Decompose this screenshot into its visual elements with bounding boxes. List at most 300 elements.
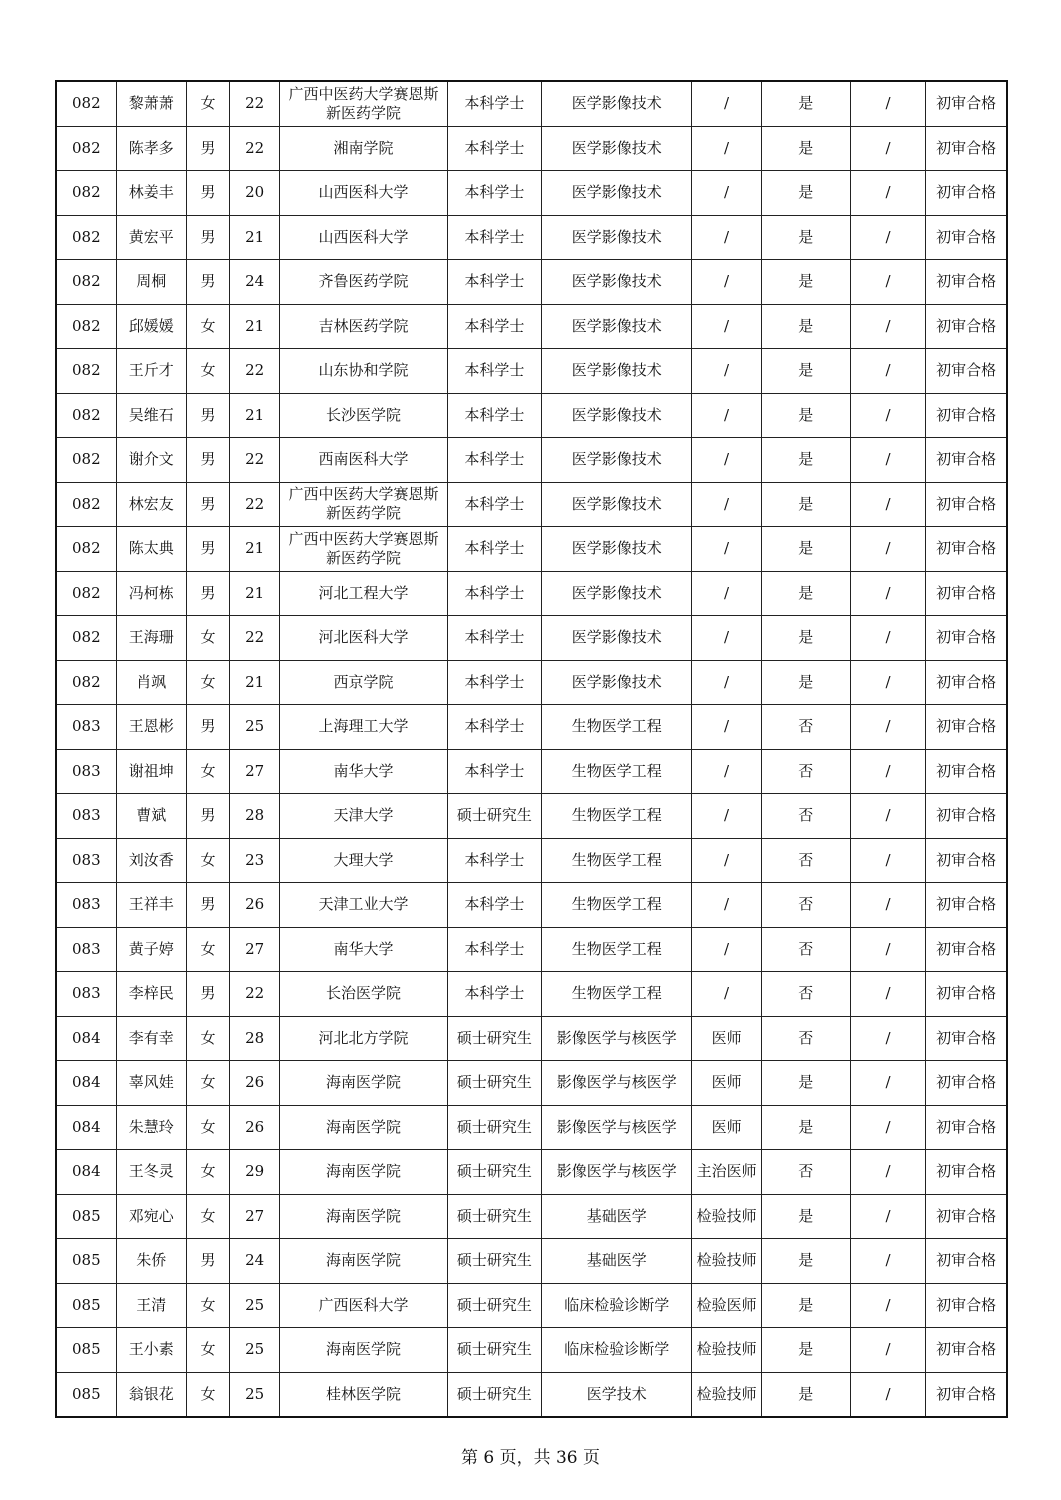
table-row xyxy=(56,749,1007,794)
major-cell: 医学影像技术 xyxy=(542,438,692,483)
name-cell: 王斤才 xyxy=(116,349,186,394)
gender-cell: 男 xyxy=(186,260,229,305)
position-code-cell: 083 xyxy=(56,794,116,839)
school-cell: 山东协和学院 xyxy=(280,349,448,394)
table-row xyxy=(56,126,1007,171)
school-cell: 长治医学院 xyxy=(280,972,448,1017)
gender-cell: 女 xyxy=(186,838,229,883)
major-cell: 生物医学工程 xyxy=(542,927,692,972)
gender-cell: 男 xyxy=(186,705,229,750)
age-cell: 24 xyxy=(230,1239,280,1284)
name-cell: 朱慧玲 xyxy=(116,1105,186,1150)
note-cell: / xyxy=(850,1061,925,1106)
school-cell: 山西医科大学 xyxy=(280,215,448,260)
school-cell: 河北医科大学 xyxy=(280,616,448,661)
status-cell: 否 xyxy=(761,749,850,794)
applicant-table xyxy=(55,80,1008,1418)
position-code-cell: 085 xyxy=(56,1283,116,1328)
status-cell: 是 xyxy=(761,482,850,527)
school-cell: 长沙医学院 xyxy=(280,393,448,438)
degree-cell: 本科学士 xyxy=(447,304,541,349)
title-cell: / xyxy=(692,438,761,483)
note-cell: / xyxy=(850,171,925,216)
age-cell: 22 xyxy=(230,349,280,394)
major-cell: 生物医学工程 xyxy=(542,838,692,883)
name-cell: 周桐 xyxy=(116,260,186,305)
table-row xyxy=(56,927,1007,972)
position-code-cell: 084 xyxy=(56,1016,116,1061)
result-cell: 初审合格 xyxy=(926,1016,1007,1061)
school-cell: 天津工业大学 xyxy=(280,883,448,928)
degree-cell: 本科学士 xyxy=(447,81,541,126)
name-cell: 朱侨 xyxy=(116,1239,186,1284)
degree-cell: 本科学士 xyxy=(447,438,541,483)
gender-cell: 男 xyxy=(186,126,229,171)
gender-cell: 男 xyxy=(186,972,229,1017)
note-cell: / xyxy=(850,794,925,839)
note-cell: / xyxy=(850,349,925,394)
age-cell: 28 xyxy=(230,1016,280,1061)
table-row xyxy=(56,571,1007,616)
degree-cell: 本科学士 xyxy=(447,527,541,572)
age-cell: 21 xyxy=(230,571,280,616)
position-code-cell: 083 xyxy=(56,927,116,972)
name-cell: 李梓民 xyxy=(116,972,186,1017)
result-cell: 初审合格 xyxy=(926,616,1007,661)
age-cell: 27 xyxy=(230,1194,280,1239)
result-cell: 初审合格 xyxy=(926,438,1007,483)
position-code-cell: 082 xyxy=(56,571,116,616)
title-cell: / xyxy=(692,972,761,1017)
school-cell: 西京学院 xyxy=(280,660,448,705)
title-cell: / xyxy=(692,838,761,883)
status-cell: 是 xyxy=(761,349,850,394)
table-row xyxy=(56,1239,1007,1284)
age-cell: 24 xyxy=(230,260,280,305)
major-cell: 生物医学工程 xyxy=(542,749,692,794)
degree-cell: 硕士研究生 xyxy=(447,1372,541,1417)
position-code-cell: 083 xyxy=(56,972,116,1017)
table-row xyxy=(56,838,1007,883)
name-cell: 肖飒 xyxy=(116,660,186,705)
school-cell: 山西医科大学 xyxy=(280,171,448,216)
gender-cell: 女 xyxy=(186,1328,229,1373)
major-cell: 基础医学 xyxy=(542,1194,692,1239)
title-cell: / xyxy=(692,749,761,794)
title-cell: / xyxy=(692,126,761,171)
degree-cell: 硕士研究生 xyxy=(447,1061,541,1106)
age-cell: 27 xyxy=(230,749,280,794)
age-cell: 28 xyxy=(230,794,280,839)
gender-cell: 女 xyxy=(186,304,229,349)
degree-cell: 硕士研究生 xyxy=(447,1328,541,1373)
position-code-cell: 082 xyxy=(56,438,116,483)
gender-cell: 女 xyxy=(186,349,229,394)
note-cell: / xyxy=(850,1372,925,1417)
note-cell: / xyxy=(850,1016,925,1061)
note-cell: / xyxy=(850,304,925,349)
table-row xyxy=(56,1105,1007,1150)
note-cell: / xyxy=(850,927,925,972)
result-cell: 初审合格 xyxy=(926,527,1007,572)
status-cell: 否 xyxy=(761,883,850,928)
position-code-cell: 082 xyxy=(56,81,116,126)
result-cell: 初审合格 xyxy=(926,349,1007,394)
major-cell: 生物医学工程 xyxy=(542,972,692,1017)
status-cell: 是 xyxy=(761,571,850,616)
name-cell: 李有幸 xyxy=(116,1016,186,1061)
title-cell: / xyxy=(692,482,761,527)
major-cell: 生物医学工程 xyxy=(542,705,692,750)
name-cell: 王冬灵 xyxy=(116,1150,186,1195)
degree-cell: 本科学士 xyxy=(447,660,541,705)
degree-cell: 硕士研究生 xyxy=(447,1016,541,1061)
school-cell: 河北北方学院 xyxy=(280,1016,448,1061)
school-cell: 海南医学院 xyxy=(280,1105,448,1150)
degree-cell: 本科学士 xyxy=(447,616,541,661)
degree-cell: 硕士研究生 xyxy=(447,1239,541,1284)
major-cell: 医学影像技术 xyxy=(542,482,692,527)
title-cell: / xyxy=(692,883,761,928)
degree-cell: 本科学士 xyxy=(447,705,541,750)
gender-cell: 男 xyxy=(186,438,229,483)
result-cell: 初审合格 xyxy=(926,304,1007,349)
position-code-cell: 082 xyxy=(56,616,116,661)
title-cell: / xyxy=(692,660,761,705)
degree-cell: 本科学士 xyxy=(447,482,541,527)
result-cell: 初审合格 xyxy=(926,1328,1007,1373)
result-cell: 初审合格 xyxy=(926,571,1007,616)
name-cell: 林姜丰 xyxy=(116,171,186,216)
major-cell: 医学影像技术 xyxy=(542,349,692,394)
gender-cell: 男 xyxy=(186,571,229,616)
status-cell: 是 xyxy=(761,1194,850,1239)
note-cell: / xyxy=(850,1105,925,1150)
age-cell: 25 xyxy=(230,705,280,750)
result-cell: 初审合格 xyxy=(926,81,1007,126)
status-cell: 是 xyxy=(761,126,850,171)
note-cell: / xyxy=(850,616,925,661)
gender-cell: 女 xyxy=(186,1372,229,1417)
note-cell: / xyxy=(850,1239,925,1284)
gender-cell: 男 xyxy=(186,215,229,260)
status-cell: 是 xyxy=(761,171,850,216)
note-cell: / xyxy=(850,215,925,260)
table-row xyxy=(56,616,1007,661)
status-cell: 是 xyxy=(761,1283,850,1328)
name-cell: 吴维石 xyxy=(116,393,186,438)
table-row xyxy=(56,482,1007,527)
table-row xyxy=(56,215,1007,260)
name-cell: 林宏友 xyxy=(116,482,186,527)
table-row xyxy=(56,1328,1007,1373)
result-cell: 初审合格 xyxy=(926,260,1007,305)
gender-cell: 女 xyxy=(186,1105,229,1150)
result-cell: 初审合格 xyxy=(926,660,1007,705)
school-cell: 海南医学院 xyxy=(280,1239,448,1284)
name-cell: 刘汝香 xyxy=(116,838,186,883)
school-cell: 大理大学 xyxy=(280,838,448,883)
status-cell: 是 xyxy=(761,393,850,438)
title-cell: / xyxy=(692,260,761,305)
position-code-cell: 083 xyxy=(56,749,116,794)
name-cell: 陈太典 xyxy=(116,527,186,572)
result-cell: 初审合格 xyxy=(926,1372,1007,1417)
note-cell: / xyxy=(850,1150,925,1195)
gender-cell: 女 xyxy=(186,660,229,705)
table-row xyxy=(56,81,1007,126)
gender-cell: 女 xyxy=(186,1016,229,1061)
table-row xyxy=(56,1372,1007,1417)
school-cell: 海南医学院 xyxy=(280,1150,448,1195)
major-cell: 医学影像技术 xyxy=(542,393,692,438)
major-cell: 影像医学与核医学 xyxy=(542,1150,692,1195)
major-cell: 医学影像技术 xyxy=(542,81,692,126)
degree-cell: 本科学士 xyxy=(447,883,541,928)
age-cell: 21 xyxy=(230,527,280,572)
name-cell: 谢介文 xyxy=(116,438,186,483)
degree-cell: 本科学士 xyxy=(447,126,541,171)
note-cell: / xyxy=(850,660,925,705)
result-cell: 初审合格 xyxy=(926,794,1007,839)
position-code-cell: 084 xyxy=(56,1105,116,1150)
result-cell: 初审合格 xyxy=(926,749,1007,794)
position-code-cell: 082 xyxy=(56,660,116,705)
title-cell: 主治医师 xyxy=(692,1150,761,1195)
name-cell: 王小素 xyxy=(116,1328,186,1373)
note-cell: / xyxy=(850,571,925,616)
note-cell: / xyxy=(850,393,925,438)
major-cell: 临床检验诊断学 xyxy=(542,1328,692,1373)
result-cell: 初审合格 xyxy=(926,215,1007,260)
position-code-cell: 082 xyxy=(56,171,116,216)
position-code-cell: 083 xyxy=(56,838,116,883)
title-cell: / xyxy=(692,304,761,349)
position-code-cell: 082 xyxy=(56,260,116,305)
result-cell: 初审合格 xyxy=(926,972,1007,1017)
title-cell: / xyxy=(692,393,761,438)
major-cell: 影像医学与核医学 xyxy=(542,1105,692,1150)
gender-cell: 男 xyxy=(186,527,229,572)
gender-cell: 女 xyxy=(186,1150,229,1195)
status-cell: 否 xyxy=(761,927,850,972)
age-cell: 22 xyxy=(230,482,280,527)
major-cell: 医学影像技术 xyxy=(542,527,692,572)
table-row xyxy=(56,660,1007,705)
degree-cell: 本科学士 xyxy=(447,749,541,794)
result-cell: 初审合格 xyxy=(926,1283,1007,1328)
age-cell: 20 xyxy=(230,171,280,216)
school-cell: 天津大学 xyxy=(280,794,448,839)
page-footer: 第 6 页，共 36 页 xyxy=(460,1448,601,1468)
note-cell: / xyxy=(850,482,925,527)
degree-cell: 本科学士 xyxy=(447,972,541,1017)
title-cell: / xyxy=(692,527,761,572)
name-cell: 辜风娃 xyxy=(116,1061,186,1106)
position-code-cell: 085 xyxy=(56,1328,116,1373)
major-cell: 医学影像技术 xyxy=(542,571,692,616)
title-cell: 医师 xyxy=(692,1016,761,1061)
gender-cell: 男 xyxy=(186,883,229,928)
name-cell: 黎萧萧 xyxy=(116,81,186,126)
title-cell: 检验技师 xyxy=(692,1239,761,1284)
note-cell: / xyxy=(850,749,925,794)
table-row xyxy=(56,527,1007,572)
table-body xyxy=(56,81,1007,1417)
school-cell: 河北工程大学 xyxy=(280,571,448,616)
major-cell: 医学影像技术 xyxy=(542,660,692,705)
title-cell: / xyxy=(692,616,761,661)
major-cell: 影像医学与核医学 xyxy=(542,1016,692,1061)
age-cell: 26 xyxy=(230,1061,280,1106)
name-cell: 王恩彬 xyxy=(116,705,186,750)
major-cell: 基础医学 xyxy=(542,1239,692,1284)
name-cell: 曹斌 xyxy=(116,794,186,839)
status-cell: 是 xyxy=(761,215,850,260)
status-cell: 否 xyxy=(761,705,850,750)
school-cell: 西南医科大学 xyxy=(280,438,448,483)
school-cell: 湘南学院 xyxy=(280,126,448,171)
title-cell: / xyxy=(692,171,761,216)
status-cell: 是 xyxy=(761,304,850,349)
note-cell: / xyxy=(850,81,925,126)
school-cell: 广西中医药大学赛恩斯新医药学院 xyxy=(280,527,448,572)
note-cell: / xyxy=(850,527,925,572)
position-code-cell: 082 xyxy=(56,126,116,171)
table-row xyxy=(56,304,1007,349)
major-cell: 医学影像技术 xyxy=(542,260,692,305)
degree-cell: 本科学士 xyxy=(447,171,541,216)
status-cell: 是 xyxy=(761,1328,850,1373)
position-code-cell: 084 xyxy=(56,1061,116,1106)
school-cell: 海南医学院 xyxy=(280,1194,448,1239)
school-cell: 广西医科大学 xyxy=(280,1283,448,1328)
gender-cell: 男 xyxy=(186,794,229,839)
title-cell: / xyxy=(692,927,761,972)
school-cell: 齐鲁医药学院 xyxy=(280,260,448,305)
degree-cell: 本科学士 xyxy=(447,393,541,438)
name-cell: 王海珊 xyxy=(116,616,186,661)
age-cell: 26 xyxy=(230,883,280,928)
title-cell: / xyxy=(692,81,761,126)
position-code-cell: 085 xyxy=(56,1239,116,1284)
school-cell: 广西中医药大学赛恩斯新医药学院 xyxy=(280,81,448,126)
result-cell: 初审合格 xyxy=(926,883,1007,928)
note-cell: / xyxy=(850,126,925,171)
position-code-cell: 082 xyxy=(56,215,116,260)
school-cell: 吉林医药学院 xyxy=(280,304,448,349)
gender-cell: 女 xyxy=(186,1283,229,1328)
age-cell: 21 xyxy=(230,660,280,705)
title-cell: 检验技师 xyxy=(692,1328,761,1373)
table-row xyxy=(56,883,1007,928)
result-cell: 初审合格 xyxy=(926,126,1007,171)
note-cell: / xyxy=(850,883,925,928)
result-cell: 初审合格 xyxy=(926,1239,1007,1284)
age-cell: 25 xyxy=(230,1283,280,1328)
title-cell: 医师 xyxy=(692,1105,761,1150)
title-cell: 检验技师 xyxy=(692,1194,761,1239)
result-cell: 初审合格 xyxy=(926,1105,1007,1150)
degree-cell: 硕士研究生 xyxy=(447,1283,541,1328)
age-cell: 29 xyxy=(230,1150,280,1195)
table-row xyxy=(56,794,1007,839)
major-cell: 临床检验诊断学 xyxy=(542,1283,692,1328)
status-cell: 是 xyxy=(761,616,850,661)
position-code-cell: 082 xyxy=(56,349,116,394)
table-row xyxy=(56,171,1007,216)
status-cell: 是 xyxy=(761,81,850,126)
result-cell: 初审合格 xyxy=(926,1150,1007,1195)
result-cell: 初审合格 xyxy=(926,927,1007,972)
name-cell: 邓宛心 xyxy=(116,1194,186,1239)
gender-cell: 男 xyxy=(186,171,229,216)
name-cell: 冯柯栋 xyxy=(116,571,186,616)
age-cell: 21 xyxy=(230,304,280,349)
title-cell: 检验医师 xyxy=(692,1283,761,1328)
school-cell: 海南医学院 xyxy=(280,1061,448,1106)
status-cell: 否 xyxy=(761,1150,850,1195)
status-cell: 是 xyxy=(761,1061,850,1106)
age-cell: 21 xyxy=(230,393,280,438)
age-cell: 25 xyxy=(230,1372,280,1417)
school-cell: 上海理工大学 xyxy=(280,705,448,750)
result-cell: 初审合格 xyxy=(926,482,1007,527)
name-cell: 王清 xyxy=(116,1283,186,1328)
degree-cell: 本科学士 xyxy=(447,927,541,972)
note-cell: / xyxy=(850,705,925,750)
note-cell: / xyxy=(850,838,925,883)
age-cell: 22 xyxy=(230,972,280,1017)
name-cell: 王祥丰 xyxy=(116,883,186,928)
title-cell: / xyxy=(692,705,761,750)
major-cell: 生物医学工程 xyxy=(542,794,692,839)
degree-cell: 本科学士 xyxy=(447,838,541,883)
position-code-cell: 085 xyxy=(56,1372,116,1417)
gender-cell: 女 xyxy=(186,749,229,794)
major-cell: 生物医学工程 xyxy=(542,883,692,928)
major-cell: 医学技术 xyxy=(542,1372,692,1417)
position-code-cell: 085 xyxy=(56,1194,116,1239)
gender-cell: 女 xyxy=(186,616,229,661)
gender-cell: 男 xyxy=(186,1239,229,1284)
table-row xyxy=(56,260,1007,305)
status-cell: 是 xyxy=(761,260,850,305)
name-cell: 陈孝多 xyxy=(116,126,186,171)
status-cell: 否 xyxy=(761,972,850,1017)
major-cell: 医学影像技术 xyxy=(542,171,692,216)
name-cell: 黄宏平 xyxy=(116,215,186,260)
result-cell: 初审合格 xyxy=(926,1061,1007,1106)
result-cell: 初审合格 xyxy=(926,393,1007,438)
gender-cell: 男 xyxy=(186,393,229,438)
age-cell: 25 xyxy=(230,1328,280,1373)
result-cell: 初审合格 xyxy=(926,171,1007,216)
age-cell: 26 xyxy=(230,1105,280,1150)
note-cell: / xyxy=(850,1283,925,1328)
status-cell: 否 xyxy=(761,794,850,839)
degree-cell: 硕士研究生 xyxy=(447,1150,541,1195)
title-cell: 检验技师 xyxy=(692,1372,761,1417)
degree-cell: 本科学士 xyxy=(447,571,541,616)
status-cell: 否 xyxy=(761,838,850,883)
degree-cell: 硕士研究生 xyxy=(447,1105,541,1150)
age-cell: 22 xyxy=(230,126,280,171)
name-cell: 翁银花 xyxy=(116,1372,186,1417)
major-cell: 医学影像技术 xyxy=(542,126,692,171)
table-row xyxy=(56,705,1007,750)
school-cell: 桂林医学院 xyxy=(280,1372,448,1417)
